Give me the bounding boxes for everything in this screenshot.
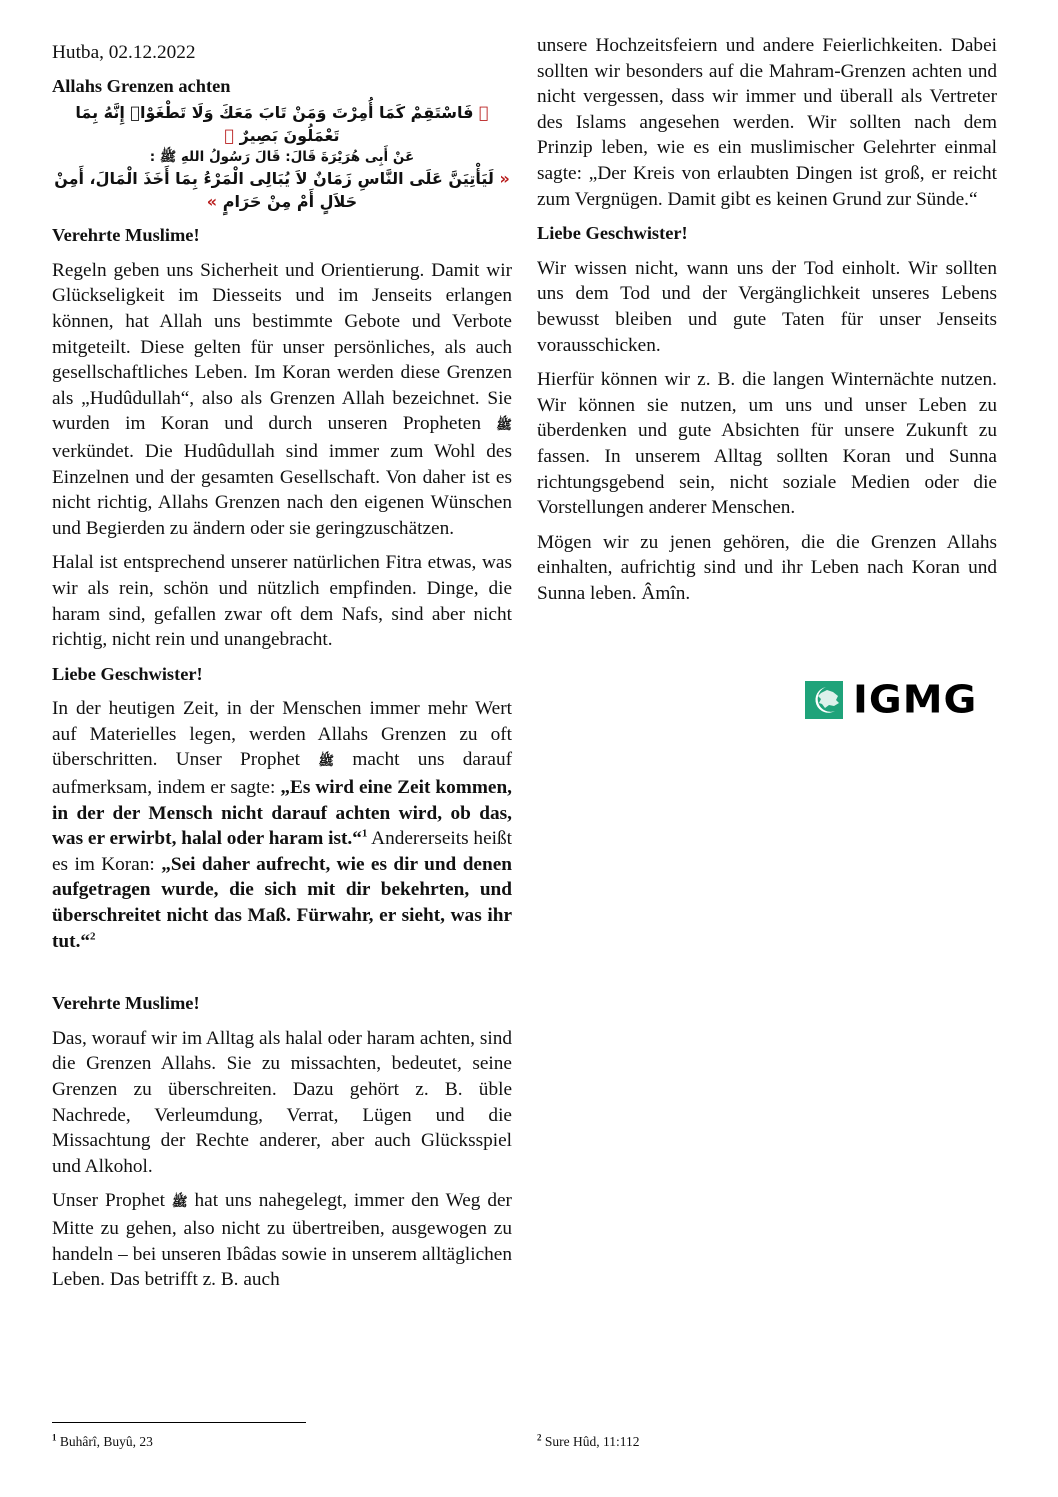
verse-open-bracket: ﴿ [479,103,489,123]
hadith-quote: „Es wird eine Zeit kommen, in der der Mensch nicht darauf achten wird, ob das, was er erwirbt, halal oder haram ist.“ [52,777,512,850]
paragraph-text: macht uns darauf aufmerksam, indem er sagte: [52,749,512,799]
footnote-text: Buhârî, Buyû, 23 [59,1434,153,1449]
arabic-hadith [52,167,512,213]
quran-quote: „Sei daher aufrecht, wie es dir und denen aufgetragen wurde, die sich mit dir bekehrten, und überschreitet nicht das Maß. Fürwahr, er sieht, was ihr tut.“ [52,853,512,952]
paragraph: Mögen wir zu jenen gehören, die die Grenzen Allahs einhalten, aufrichtig sind und ihr Leben nach Koran und Sunna leben. Âmîn. [537,531,997,604]
right-column [537,33,997,615]
salawat-icon: ﷺ [318,754,335,770]
paragraph-text: verkündet. Die Hudûdullah sind immer zum Wohl des Einzelnen und der gesamten Gesellschaft. Von daher ist es nicht richtig, Allahs Grenzen nach den eigenen Wünschen und Begierden zu ändern oder sie geringzuschätzen. [52,440,512,539]
paragraph [52,1188,512,1292]
footnote-ref-1[interactable]: 1 [361,827,368,840]
footnote-number: 2 [537,1432,542,1443]
hadith-close-quote: » [206,192,218,212]
footnote-divider [52,1422,306,1423]
footnote-number: 1 [52,1432,57,1443]
section-heading: Liebe Geschwister! [52,663,203,684]
footnote-1 [52,1434,153,1450]
paragraph-text: Andererseits heißt es im Koran: [52,828,512,875]
section-heading: Liebe Geschwister! [537,223,688,244]
verse-close-bracket: ﴾ [224,126,235,146]
footnote-2 [537,1434,640,1450]
hadith-text: لَيَأْتِيَنَّ عَلَى النَّاسِ زَمَانٌ لاَ يُبَالِى الْمَرْءُ بِمَا أَخَذَ الْمَالَ، أَمِنْ حَلاَلٍ أَمْ مِنْ حَرَامٍ [54,169,500,212]
left-column [52,36,512,1302]
paragraph: Hierfür können wir z. B. die langen Winternächte nutzen. Wir können sie nutzen, um uns und unser Leben zu überdenken und gute Absichten für unsere Zukunft zu fassen. In unserem Alltag sollten Koran und Sunna richtungsgebend sein, nicht soziale Medien oder die Vorstellungen anderer Menschen. [537,369,997,519]
paragraph-text: hat uns nahegelegt, immer den Weg der Mitte zu gehen, also nicht zu übertreiben, ausgewogen zu handeln – bei unseren Ibâdas sowie in unserem alltäglichen Leben. Das betrifft z. B. auch [52,1190,512,1291]
footnote-text: Sure Hûd, 11:112 [544,1434,640,1449]
document-title: Allahs Grenzen achten [52,75,231,96]
verse-text: فَاسْتَقِمْ كَمَا أُمِرْتَ وَمَنْ تَابَ مَعَكَ وَلَا تَطْغَوْاۜ إِنَّهُ بِمَا تَعْمَلُونَ بَصِيرٌ [75,103,480,146]
paragraph: Wir wissen nicht, wann uns der Tod einholt. Wir sollten uns dem Tod und der Vergänglichkeit unseres Lebens bewusst bleiben und gute Taten für unser Jenseits vorausschicken. [537,257,997,356]
salawat-icon: ﷺ [171,1195,188,1211]
igmg-logo [805,680,995,720]
logo-text: IGMG [853,678,978,722]
paragraph [52,258,512,542]
paragraph: Halal ist entsprechend unserer natürlichen Fitra etwas, was wir als rein, schön und nützlich empfinden. Dinge, die haram sind, gefallen zwar oft dem Nafs, sind aber nicht richtig, nicht rein und unangebracht. [52,552,512,651]
paragraph-text: Regeln geben uns Sicherheit und Orientierung. Damit wir Glückseligkeit im Diesseits und im Jenseits erlangen können, hat Allah uns bestimmte Gebote und Verbote mitgeteilt. Diese gelten für unser persönliches, als auch gesellschaftliches Leben. Im Koran werden diese Grenzen als „Hudûdullah“, also als Grenzen Allah bezeichnet. Sie wurden im Koran und durch unseren Propheten [52,259,512,435]
paragraph: Das, worauf wir im Alltag als halal oder haram achten, sind die Grenzen Allahs. Sie zu missachten, bedeutet, seine Grenzen zu überschreiten. Dazu gehört z. B. üble Nachrede, Verleumdung, Verrat, Lügen und die Missachtung der Rechte anderer, aber auch Glücksspiel und Alkohol. [52,1027,512,1177]
section-heading: Verehrte Muslime! [52,225,200,246]
paragraph: unsere Hochzeitsfeiern und andere Feierlichkeiten. Dabei sollten wir besonders auf die Mahram-Grenzen achten und nicht vergessen, dass wir immer und überall als Vertreter des Islams angesehen werden. Wir sollten nach dem Prinzip leben, wie es ein muslimischer Gelehrter einmal sagte: „Der Kreis von erlaubten Dingen ist groß, er reicht zum Vergnügen. Damit gibt es keinen Grund zur Sünde.“ [537,35,997,210]
crescent-europe-icon [805,681,843,719]
hadith-open-quote: « [499,169,510,189]
footnote-ref-2[interactable]: 2 [90,930,96,943]
arabic-verse [52,101,512,147]
section-heading: Verehrte Muslime! [52,993,200,1014]
paragraph [52,696,512,954]
date-line: Hutba, 02.12.2022 [52,42,196,63]
paragraph-text: In der heutigen Zeit, in der Menschen immer mehr Wert auf Materielles legen, werden Allahs Grenzen zu oft überschritten. Unser Prophet [52,698,512,771]
arabic-narrator: عَنْ أَبِى هُرَيْرَةَ قَالَ: قَالَ رَسُولُ اللهِ ﷺ : [149,149,415,166]
paragraph-text: Unser Prophet [52,1190,165,1212]
spacer [52,963,512,991]
salawat-icon: ﷺ [496,418,512,434]
